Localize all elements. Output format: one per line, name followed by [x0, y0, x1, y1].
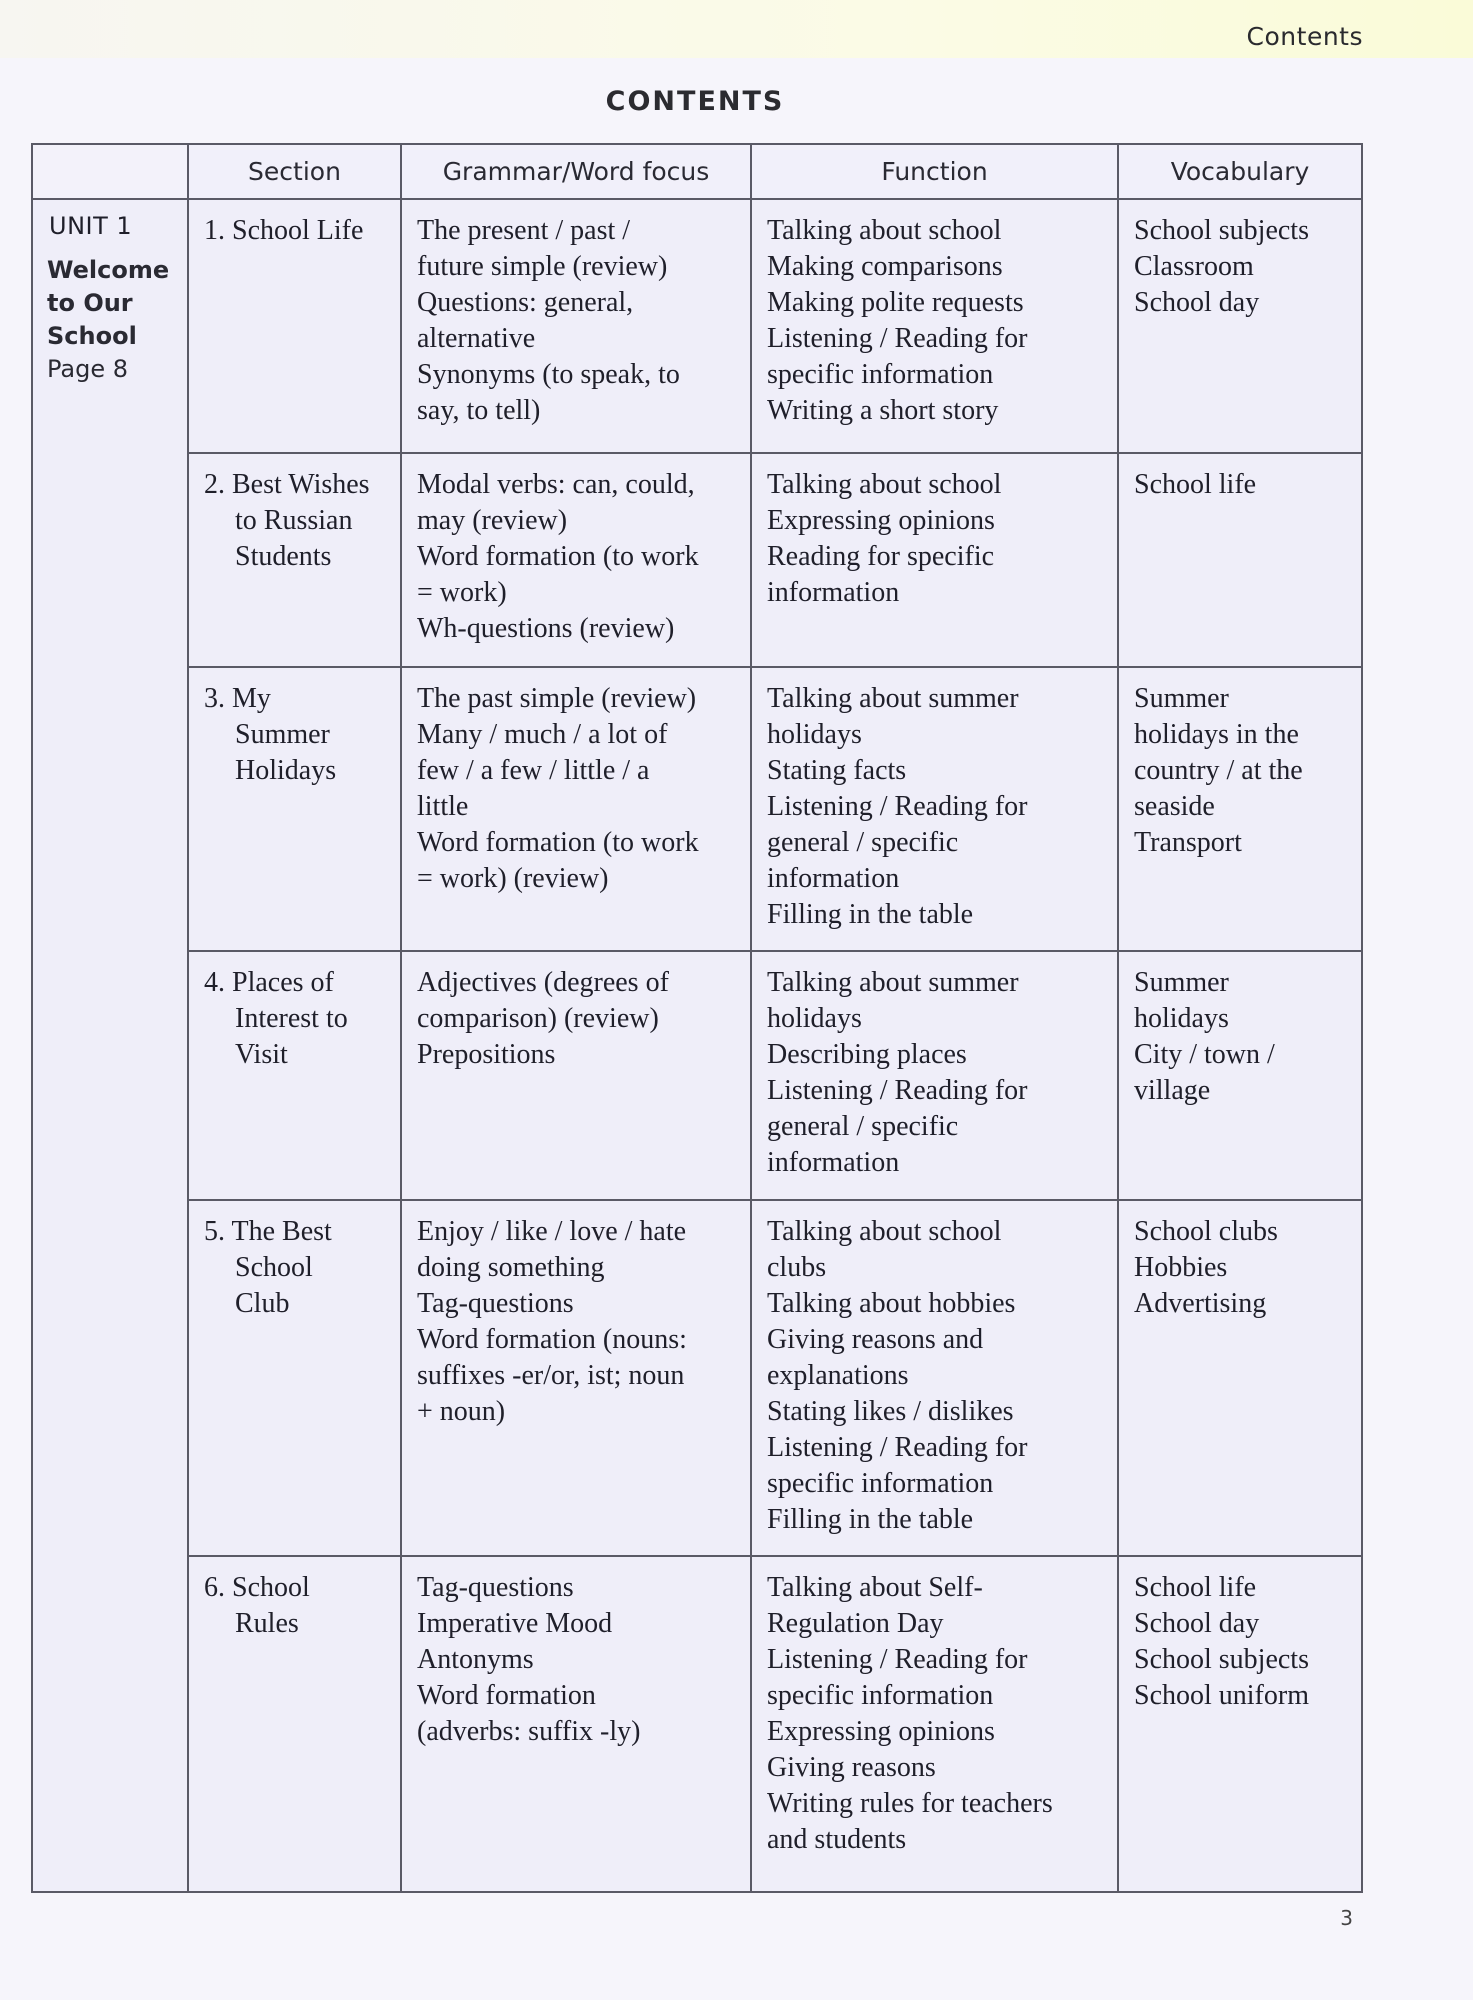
function-line: Filling in the table: [767, 1504, 974, 1535]
vocabulary-line: Hobbies: [1134, 1252, 1228, 1283]
function-line: Stating facts: [767, 755, 907, 786]
function-line: Expressing opinions: [767, 505, 995, 536]
vocabulary-line: School life: [1134, 1572, 1257, 1603]
function-line: Writing rules for teachers: [767, 1788, 1053, 1819]
grammar-line: Word formation (to work: [417, 827, 699, 858]
section-line: 3. My: [204, 683, 271, 714]
section-line: Visit: [235, 1039, 288, 1070]
function-cell: [751, 1200, 1118, 1556]
function-cell: [751, 199, 1118, 453]
vocabulary-line: City / town /: [1134, 1039, 1275, 1070]
grammar-line: Tag-questions: [417, 1288, 574, 1319]
vocabulary-cell: [1118, 1200, 1362, 1556]
table-row: [32, 1556, 1362, 1892]
grammar-line: little: [417, 791, 469, 822]
grammar-cell: [401, 1200, 751, 1556]
table-row: [32, 453, 1362, 667]
vocabulary-line: School life: [1134, 469, 1257, 500]
grammar-line: comparison) (review): [417, 1003, 659, 1034]
grammar-cell: [401, 199, 751, 453]
function-line: Making polite requests: [767, 287, 1024, 318]
unit-title-line: School: [47, 322, 137, 350]
function-cell: [751, 1556, 1118, 1892]
section-line: School: [235, 1252, 313, 1283]
grammar-line: Synonyms (to speak, to: [417, 359, 680, 390]
page-number: 3: [1340, 1906, 1353, 1930]
table-row: [32, 667, 1362, 951]
grammar-line: Word formation (to work: [417, 541, 699, 572]
function-line: Listening / Reading for: [767, 791, 1028, 822]
function-line: Talking about school: [767, 215, 1002, 246]
function-line: holidays: [767, 1003, 862, 1034]
grammar-line: The present / past /: [417, 215, 631, 246]
function-line: Listening / Reading for: [767, 323, 1028, 354]
grammar-line: few / a few / little / a: [417, 755, 650, 786]
function-cell: [751, 951, 1118, 1200]
vocabulary-line: holidays: [1134, 1003, 1229, 1034]
vocabulary-line: School subjects: [1134, 1644, 1309, 1675]
vocabulary-line: School uniform: [1134, 1680, 1309, 1711]
section-line: Holidays: [235, 755, 337, 786]
grammar-line: Word formation: [417, 1680, 596, 1711]
function-line: specific information: [767, 359, 994, 390]
function-line: Regulation Day: [767, 1608, 944, 1639]
vocabulary-cell: [1118, 453, 1362, 667]
section-cell: [188, 453, 401, 667]
section-line: 6. School: [204, 1572, 310, 1603]
grammar-line: Modal verbs: can, could,: [417, 469, 695, 500]
function-cell: [751, 453, 1118, 667]
grammar-line: Questions: general,: [417, 287, 634, 318]
vocabulary-line: School clubs: [1134, 1216, 1278, 1247]
column-header-vocabulary: Vocabulary: [1118, 144, 1362, 199]
vocabulary-line: School day: [1134, 1608, 1260, 1639]
function-line: and students: [767, 1824, 907, 1855]
function-line: Reading for specific: [767, 541, 995, 572]
table-row: [32, 1200, 1362, 1556]
function-line: Giving reasons: [767, 1752, 936, 1783]
function-line: Listening / Reading for: [767, 1432, 1028, 1463]
section-line: 5. The Best: [204, 1216, 332, 1247]
function-line: Making comparisons: [767, 251, 1003, 282]
section-line: 1. School Life: [204, 215, 364, 246]
function-line: Talking about hobbies: [767, 1288, 1016, 1319]
section-line: 4. Places of: [204, 967, 334, 998]
grammar-line: doing something: [417, 1252, 605, 1283]
vocabulary-cell: [1118, 1556, 1362, 1892]
section-line: Students: [235, 541, 332, 572]
function-line: holidays: [767, 719, 862, 750]
corner-cell: [32, 144, 188, 199]
grammar-line: Tag-questions: [417, 1572, 574, 1603]
function-line: information: [767, 863, 900, 894]
grammar-line: say, to tell): [417, 395, 541, 426]
function-line: Listening / Reading for: [767, 1644, 1028, 1675]
vocabulary-line: seaside: [1134, 791, 1215, 822]
function-line: Stating likes / dislikes: [767, 1396, 1014, 1427]
grammar-line: Prepositions: [417, 1039, 556, 1070]
column-header-grammar: Grammar/Word focus: [401, 144, 751, 199]
vocabulary-line: Transport: [1134, 827, 1242, 858]
grammar-cell: [401, 1556, 751, 1892]
header-row: [32, 144, 1362, 199]
column-header-section: Section: [188, 144, 401, 199]
grammar-line: Word formation (nouns:: [417, 1324, 687, 1355]
function-line: Expressing opinions: [767, 1716, 995, 1747]
section-cell: [188, 667, 401, 951]
unit-cell: [32, 199, 188, 1892]
section-cell: [188, 1556, 401, 1892]
section-line: 2. Best Wishes: [204, 469, 370, 500]
grammar-cell: [401, 667, 751, 951]
vocabulary-line: village: [1134, 1075, 1211, 1106]
function-line: Talking about Self-: [767, 1572, 983, 1603]
grammar-line: Antonyms: [417, 1644, 534, 1675]
vocabulary-line: Advertising: [1134, 1288, 1267, 1319]
function-line: Listening / Reading for: [767, 1075, 1028, 1106]
vocabulary-cell: [1118, 951, 1362, 1200]
function-line: information: [767, 577, 900, 608]
function-line: explanations: [767, 1360, 909, 1391]
running-head: Contents: [1246, 22, 1363, 51]
section-cell: [188, 1200, 401, 1556]
unit-title-line: Welcome: [47, 256, 170, 284]
function-line: general / specific: [767, 827, 959, 858]
table-row: [32, 199, 1362, 453]
function-line: information: [767, 1147, 900, 1178]
function-line: Filling in the table: [767, 899, 974, 930]
vocabulary-line: country / at the: [1134, 755, 1303, 786]
function-line: Talking about school: [767, 469, 1002, 500]
function-line: Describing places: [767, 1039, 967, 1070]
grammar-line: = work) (review): [417, 863, 609, 894]
grammar-line: Wh-questions (review): [417, 613, 675, 644]
grammar-line: The past simple (review): [417, 683, 697, 714]
function-line: Writing a short story: [767, 395, 999, 426]
function-line: specific information: [767, 1468, 994, 1499]
section-cell: [188, 199, 401, 453]
function-line: Talking about school: [767, 1216, 1002, 1247]
function-line: Talking about summer: [767, 683, 1019, 714]
section-line: Rules: [235, 1608, 299, 1639]
grammar-line: Enjoy / like / love / hate: [417, 1216, 687, 1247]
grammar-line: future simple (review): [417, 251, 668, 282]
page-title: CONTENTS: [605, 86, 785, 117]
function-line: Talking about summer: [767, 967, 1019, 998]
vocabulary-line: Classroom: [1134, 251, 1254, 282]
section-line: Interest to: [235, 1003, 348, 1034]
table-row: [32, 951, 1362, 1200]
grammar-cell: [401, 951, 751, 1200]
grammar-line: may (review): [417, 505, 568, 536]
grammar-line: alternative: [417, 323, 536, 354]
unit-title-line: to Our: [47, 289, 133, 317]
unit-label: UNIT 1: [49, 212, 133, 240]
grammar-line: Imperative Mood: [417, 1608, 613, 1639]
section-line: Summer: [235, 719, 330, 750]
grammar-line: (adverbs: suffix -ly): [417, 1716, 641, 1747]
unit-page-ref: Page 8: [47, 355, 128, 383]
function-cell: [751, 667, 1118, 951]
vocabulary-line: Summer: [1134, 967, 1229, 998]
vocabulary-line: School subjects: [1134, 215, 1309, 246]
grammar-line: Adjectives (degrees of: [417, 967, 669, 998]
vocabulary-line: holidays in the: [1134, 719, 1299, 750]
section-line: Club: [235, 1288, 290, 1319]
grammar-cell: [401, 453, 751, 667]
column-header-function: Function: [751, 144, 1118, 199]
contents-table: [31, 143, 1363, 1893]
function-line: general / specific: [767, 1111, 959, 1142]
vocabulary-line: Summer: [1134, 683, 1229, 714]
grammar-line: Many / much / a lot of: [417, 719, 668, 750]
vocabulary-cell: [1118, 199, 1362, 453]
vocabulary-line: School day: [1134, 287, 1260, 318]
grammar-line: + noun): [417, 1396, 506, 1427]
grammar-line: suffixes -er/or, ist; noun: [417, 1360, 685, 1391]
grammar-line: = work): [417, 577, 507, 608]
function-line: clubs: [767, 1252, 827, 1283]
function-line: Giving reasons and: [767, 1324, 984, 1355]
section-line: to Russian: [235, 505, 353, 536]
vocabulary-cell: [1118, 667, 1362, 951]
function-line: specific information: [767, 1680, 994, 1711]
section-cell: [188, 951, 401, 1200]
